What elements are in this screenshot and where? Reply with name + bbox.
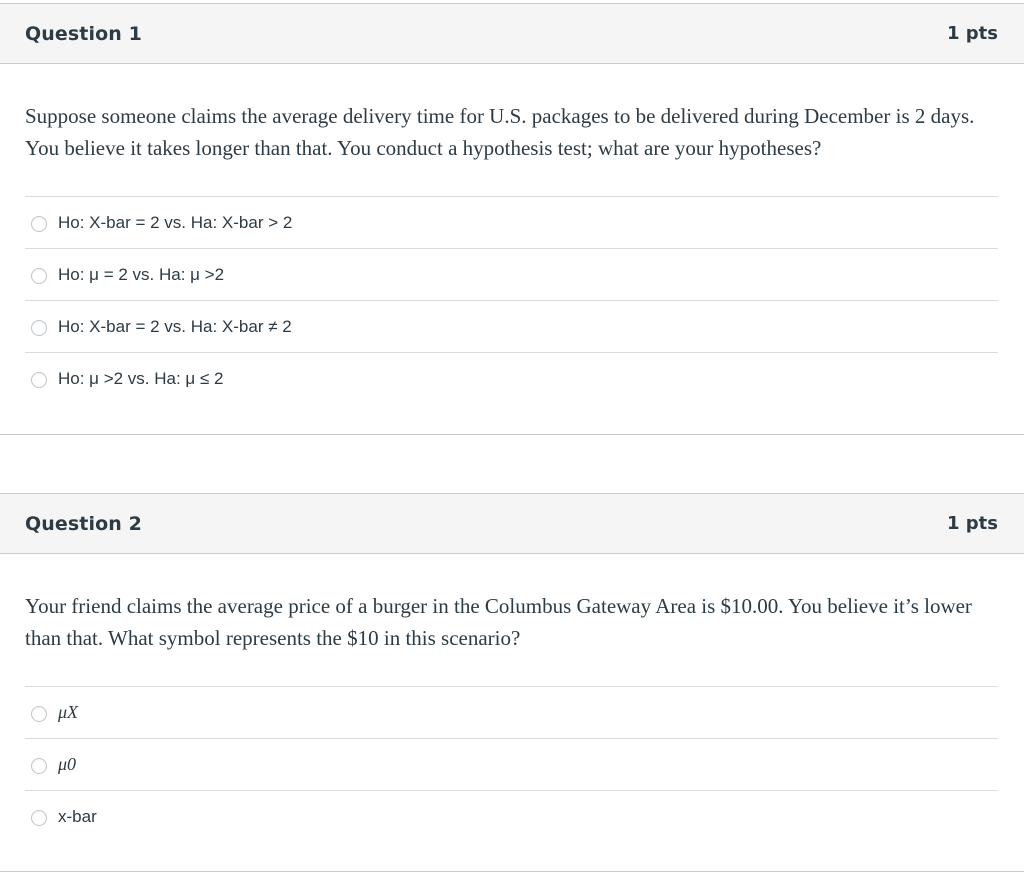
question-text: Suppose someone claims the average delivery time for U.S. packages to be delivered during December is 2 days. You believe it takes longer than that. You conduct a hypothesis test; what are your hypotheses? <box>25 104 975 160</box>
radio-button[interactable] <box>31 758 47 774</box>
answer-label: Ho: X-bar = 2 vs. Ha: X-bar > 2 <box>58 212 293 232</box>
question-title: Question 1 <box>25 22 142 45</box>
answer-option[interactable] <box>25 249 998 301</box>
question-points: 1 pts <box>947 23 998 44</box>
question-header <box>0 4 1024 64</box>
question-1-card <box>0 3 1024 435</box>
answer-list <box>25 196 998 405</box>
answer-label: Ho: X-bar = 2 vs. Ha: X-bar ≠ 2 <box>58 316 292 336</box>
answer-option[interactable] <box>25 353 998 405</box>
question-2-card <box>0 493 1024 872</box>
answer-label: μX <box>58 702 79 722</box>
question-text: Your friend claims the average price of a burger in the Columbus Gateway Area is $10.00. You believe it’s lower than that. What symbol represents the $10 in this scenario? <box>25 594 972 650</box>
answer-label: Ho: μ >2 vs. Ha: μ ≤ 2 <box>58 369 224 388</box>
answer-label: μ0 <box>58 754 77 774</box>
answer-list <box>25 686 998 843</box>
radio-button[interactable] <box>31 268 47 284</box>
question-title: Question 2 <box>25 512 142 535</box>
radio-button[interactable] <box>31 372 47 388</box>
answer-option[interactable] <box>25 301 998 353</box>
radio-button[interactable] <box>31 216 47 232</box>
radio-button[interactable] <box>31 320 47 336</box>
answer-option[interactable] <box>25 791 998 843</box>
radio-button[interactable] <box>31 706 47 722</box>
question-points: 1 pts <box>947 513 998 534</box>
question-header <box>0 494 1024 554</box>
answer-label: Ho: μ = 2 vs. Ha: μ >2 <box>58 264 225 284</box>
answer-label: x-bar <box>58 807 97 826</box>
answer-option[interactable] <box>25 197 998 249</box>
answer-option[interactable] <box>25 739 998 791</box>
radio-button[interactable] <box>31 810 47 826</box>
answer-option[interactable] <box>25 687 998 739</box>
